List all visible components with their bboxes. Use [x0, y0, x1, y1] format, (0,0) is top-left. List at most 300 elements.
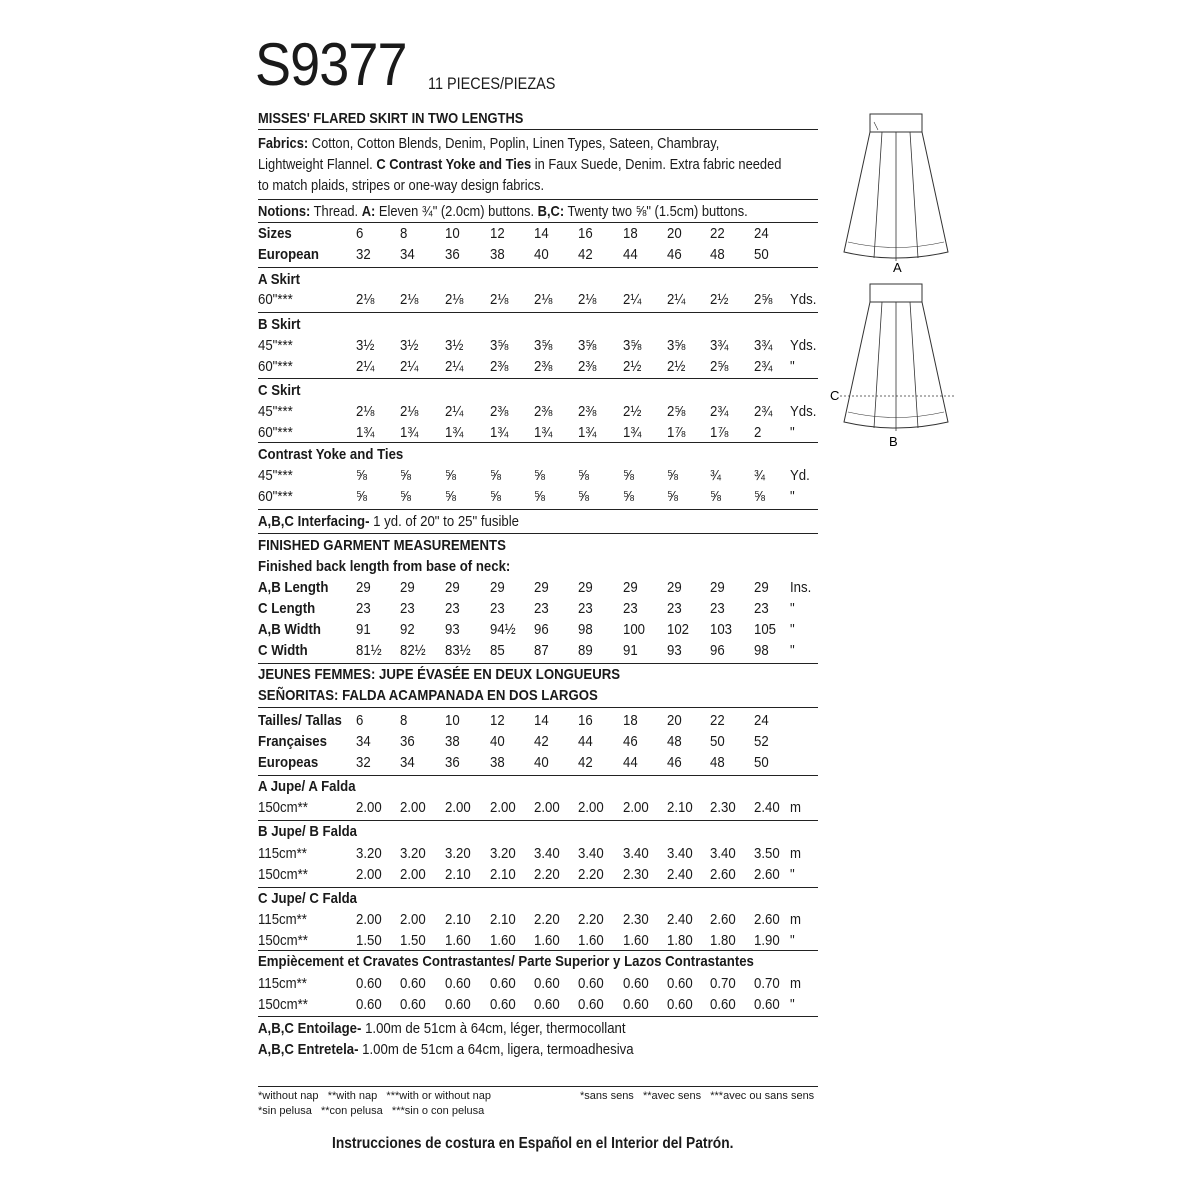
- heading-text: C Skirt: [258, 382, 301, 399]
- cell-value: 103: [710, 621, 733, 638]
- cell-value: 3½: [400, 337, 419, 354]
- cell-value: 23: [578, 600, 593, 617]
- cell-value: 40: [490, 733, 505, 750]
- pieces-count: 11 PIECES/PIEZAS: [428, 74, 556, 93]
- cell-value: 42: [534, 733, 549, 750]
- cell-value: 0.60: [400, 975, 426, 992]
- cell-value: 44: [578, 733, 593, 750]
- cell-value: ⅝: [445, 488, 457, 505]
- cell-value: 3⅝: [578, 337, 597, 354]
- cell-value: 2¾: [710, 403, 729, 420]
- cell-value: 2.00: [578, 799, 604, 816]
- table-row: [258, 357, 818, 377]
- heading-text: B Skirt: [258, 316, 301, 333]
- cell-value: 102: [667, 621, 690, 638]
- cell-value: 1.60: [534, 932, 560, 949]
- cell-value: ⅝: [490, 488, 502, 505]
- entretela-row: [258, 1040, 818, 1060]
- entretela-text: [258, 1040, 634, 1060]
- heading-text: C Jupe/ C Falda: [258, 890, 358, 907]
- cell-value: 0.60: [623, 975, 649, 992]
- section-heading: [258, 315, 818, 335]
- cell-value: 22: [710, 712, 725, 729]
- row-label: 115cm**: [258, 975, 307, 992]
- cell-value: 92: [400, 621, 415, 638]
- cell-value: 96: [710, 642, 725, 659]
- entoilage-row: [258, 1019, 818, 1039]
- cell-value: 1¾: [490, 424, 509, 441]
- footnote-en: *without nap **with nap ***with or without nap: [258, 1090, 491, 1102]
- cell-value: 29: [710, 579, 725, 596]
- cell-value: 46: [623, 733, 638, 750]
- cell-value: 29: [578, 579, 593, 596]
- cell-value: 96: [534, 621, 549, 638]
- row-label: 150cm**: [258, 996, 308, 1013]
- cell-value: 2⅜: [534, 358, 553, 375]
- cell-value: 42: [578, 754, 593, 771]
- table-row: [258, 620, 818, 640]
- section-heading: [258, 952, 818, 972]
- divider: [258, 199, 818, 200]
- row-label: 150cm**: [258, 932, 308, 949]
- cell-value: 40: [534, 246, 549, 263]
- cell-value: 3½: [356, 337, 375, 354]
- cell-value: 0.60: [578, 975, 604, 992]
- skirt-a-drawing: [844, 114, 948, 261]
- cell-value: 0.60: [490, 996, 516, 1013]
- cell-value: 46: [667, 246, 682, 263]
- cell-value: 0.60: [667, 975, 693, 992]
- interfacing-label: A,B,C Interfacing-: [258, 513, 370, 530]
- cell-value: 18: [623, 712, 638, 729]
- entoilage-text: [258, 1019, 626, 1039]
- cell-value: 82½: [400, 642, 426, 659]
- cell-value: 1¾: [445, 424, 464, 441]
- cell-value: 83½: [445, 642, 471, 659]
- cell-value: 2.20: [578, 866, 604, 883]
- heading-text: SEÑORITAS: FALDA ACAMPANADA EN DOS LARGOS: [258, 687, 598, 704]
- cell-value: 1.60: [578, 932, 604, 949]
- cell-value: 0.60: [578, 996, 604, 1013]
- cell-value: 2: [754, 424, 762, 441]
- table-row: [258, 641, 818, 661]
- cell-value: 1¾: [623, 424, 642, 441]
- unit-label: ": [790, 488, 795, 505]
- cell-value: 38: [445, 733, 460, 750]
- cell-value: 1⅞: [710, 424, 729, 441]
- fabrics-text: to match plaids, stripes or one-way design fabrics.: [258, 177, 545, 194]
- table-row: [258, 336, 818, 356]
- cell-value: 12: [490, 225, 505, 242]
- cell-value: 3⅝: [534, 337, 553, 354]
- cell-value: 2.30: [623, 911, 649, 928]
- cell-value: 10: [445, 712, 460, 729]
- cell-value: 0.60: [445, 975, 471, 992]
- label-c: C: [830, 388, 840, 403]
- cell-value: 2½: [623, 358, 642, 375]
- table-row: [258, 423, 818, 443]
- cell-value: 2½: [623, 403, 642, 420]
- cell-value: 2¼: [667, 291, 686, 308]
- cell-value: ¾: [710, 467, 722, 484]
- cell-value: 3.20: [400, 845, 426, 862]
- cell-value: 29: [400, 579, 415, 596]
- finished-subheading: [258, 557, 818, 577]
- row-label: C Width: [258, 642, 308, 659]
- row-label: 115cm**: [258, 845, 307, 862]
- unit-label: m: [790, 975, 801, 992]
- spanish-note: Instrucciones de costura en Español en el Interior del Patrón.: [332, 1135, 734, 1152]
- cell-value: 34: [356, 733, 371, 750]
- unit-label: m: [790, 799, 801, 816]
- cell-value: 24: [754, 225, 769, 242]
- interfacing-value: 1 yd. of 20" to 25" fusible: [369, 513, 520, 530]
- notions-text: Thread.: [310, 203, 362, 220]
- skirt-b-drawing: [840, 284, 954, 431]
- cell-value: 3½: [445, 337, 464, 354]
- cell-value: 3⅝: [623, 337, 642, 354]
- cell-value: 34: [400, 754, 415, 771]
- cell-value: 2.10: [490, 911, 516, 928]
- row-label: European: [258, 246, 319, 263]
- row-label: Tailles/ Tallas: [258, 712, 342, 729]
- row-label: A,B Width: [258, 621, 321, 638]
- cell-value: 2⅛: [445, 291, 464, 308]
- cell-value: 14: [534, 225, 549, 242]
- notions-label: Notions:: [258, 203, 311, 220]
- cell-value: 6: [356, 225, 364, 242]
- cell-value: ⅝: [356, 467, 368, 484]
- cell-value: 12: [490, 712, 505, 729]
- cell-value: 0.60: [754, 996, 780, 1013]
- cell-value: 23: [445, 600, 460, 617]
- cell-value: 91: [356, 621, 371, 638]
- cell-value: 100: [623, 621, 646, 638]
- cell-value: 2.00: [400, 866, 426, 883]
- cell-value: 23: [400, 600, 415, 617]
- table-row: [258, 910, 818, 930]
- cell-value: 85: [490, 642, 505, 659]
- cell-value: 36: [445, 246, 460, 263]
- cell-value: 98: [578, 621, 593, 638]
- sizes-row: [258, 224, 818, 244]
- cell-value: 48: [710, 246, 725, 263]
- cell-value: 1.50: [400, 932, 426, 949]
- entoilage-value: 1.00m de 51cm à 64cm, léger, thermocollant: [361, 1020, 626, 1037]
- unit-label: m: [790, 911, 801, 928]
- label-a: A: [893, 260, 902, 275]
- row-label: C Length: [258, 600, 316, 617]
- cell-value: 23: [490, 600, 505, 617]
- cell-value: 2.00: [445, 799, 471, 816]
- unit-label: Ins.: [790, 579, 812, 596]
- cell-value: 29: [667, 579, 682, 596]
- divider: [258, 442, 818, 443]
- cell-value: 2⅛: [534, 291, 553, 308]
- cell-value: 20: [667, 225, 682, 242]
- cell-value: 0.60: [445, 996, 471, 1013]
- cell-value: 3.40: [710, 845, 736, 862]
- cell-value: 29: [754, 579, 769, 596]
- cell-value: 10: [445, 225, 460, 242]
- fabrics-text: Lightweight Flannel.: [258, 156, 377, 173]
- interfacing-text: [258, 512, 519, 532]
- cell-value: 8: [400, 712, 408, 729]
- cell-value: 2.30: [623, 866, 649, 883]
- cell-value: 94½: [490, 621, 516, 638]
- title-es: [258, 686, 818, 706]
- cell-value: 0.60: [710, 996, 736, 1013]
- european-row: [258, 245, 818, 265]
- cell-value: 29: [534, 579, 549, 596]
- cell-value: 50: [754, 754, 769, 771]
- row-label: 150cm**: [258, 799, 308, 816]
- cell-value: 0.60: [667, 996, 693, 1013]
- unit-label: Yds.: [790, 291, 817, 308]
- cell-value: 2.00: [356, 799, 382, 816]
- cell-value: 24: [754, 712, 769, 729]
- contrast-label: C Contrast Yoke and Ties: [376, 156, 532, 173]
- cell-value: 2.00: [490, 799, 516, 816]
- notions-text: Eleven ¾" (2.0cm) buttons.: [375, 203, 538, 220]
- section-heading: [258, 777, 818, 797]
- cell-value: 2.30: [710, 799, 736, 816]
- cell-value: 0.60: [356, 996, 382, 1013]
- cell-value: ⅝: [490, 467, 502, 484]
- cell-value: 50: [710, 733, 725, 750]
- cell-value: 16: [578, 225, 593, 242]
- cell-value: 42: [578, 246, 593, 263]
- cell-value: 2⅛: [578, 291, 597, 308]
- cell-value: 29: [623, 579, 638, 596]
- finished-heading: [258, 536, 818, 556]
- divider: [258, 663, 818, 664]
- section-heading: [258, 270, 818, 290]
- table-row: [258, 711, 818, 731]
- cell-value: ⅝: [710, 488, 722, 505]
- unit-label: Yd.: [790, 467, 810, 484]
- divider: [258, 950, 818, 951]
- heading-text: A Jupe/ A Falda: [258, 778, 356, 795]
- cell-value: 2⅝: [667, 403, 686, 420]
- cell-value: 2.00: [356, 866, 382, 883]
- title-en: MISSES' FLARED SKIRT IN TWO LENGTHS: [258, 110, 524, 127]
- cell-value: 23: [754, 600, 769, 617]
- cell-value: 1¾: [578, 424, 597, 441]
- row-label: Europeas: [258, 754, 319, 771]
- cell-value: 2.20: [534, 866, 560, 883]
- cell-value: 2.60: [754, 911, 780, 928]
- cell-value: ⅝: [667, 467, 679, 484]
- cell-value: 2¾: [754, 358, 773, 375]
- cell-value: 0.60: [356, 975, 382, 992]
- cell-value: 2⅜: [578, 358, 597, 375]
- cell-value: 1.60: [445, 932, 471, 949]
- cell-value: 36: [445, 754, 460, 771]
- cell-value: 3¾: [710, 337, 729, 354]
- table-row: [258, 974, 818, 994]
- row-label: 150cm**: [258, 866, 308, 883]
- cell-value: 2.00: [400, 911, 426, 928]
- cell-value: 3⅝: [490, 337, 509, 354]
- row-label: Françaises: [258, 733, 327, 750]
- section-heading: [258, 381, 818, 401]
- cell-value: 3.20: [356, 845, 382, 862]
- cell-value: 2.00: [623, 799, 649, 816]
- row-label: 60"***: [258, 424, 293, 441]
- cell-value: 1.90: [754, 932, 780, 949]
- cell-value: ⅝: [534, 467, 546, 484]
- cell-value: 1.80: [667, 932, 693, 949]
- cell-value: 2¾: [754, 403, 773, 420]
- cell-value: 22: [710, 225, 725, 242]
- cell-value: 2⅛: [356, 403, 375, 420]
- notions-text: Twenty two ⅝" (1.5cm) buttons.: [564, 203, 748, 220]
- cell-value: 2½: [667, 358, 686, 375]
- fabrics-block: [258, 133, 781, 196]
- divider: [258, 378, 818, 379]
- cell-value: 2.00: [356, 911, 382, 928]
- cell-value: 2⅜: [490, 358, 509, 375]
- cell-value: 2.20: [578, 911, 604, 928]
- cell-value: 50: [754, 246, 769, 263]
- heading-text: Finished back length from base of neck:: [258, 558, 511, 575]
- cell-value: ⅝: [400, 488, 412, 505]
- section-heading: [258, 822, 818, 842]
- skirt-illustrations: [826, 112, 966, 452]
- cell-value: 29: [445, 579, 460, 596]
- cell-value: 2⅛: [490, 291, 509, 308]
- cell-value: 1.50: [356, 932, 382, 949]
- cell-value: 2⅛: [356, 291, 375, 308]
- heading-text: JEUNES FEMMES: JUPE ÉVASÉE EN DEUX LONGUEURS: [258, 666, 621, 683]
- cell-value: 8: [400, 225, 408, 242]
- row-label: 60"***: [258, 488, 293, 505]
- cell-value: 0.60: [490, 975, 516, 992]
- unit-label: ": [790, 358, 795, 375]
- section-heading: [258, 889, 818, 909]
- divider: [258, 533, 818, 534]
- cell-value: 2.10: [445, 866, 471, 883]
- cell-value: 2⅝: [710, 358, 729, 375]
- cell-value: 29: [356, 579, 371, 596]
- cell-value: 38: [490, 246, 505, 263]
- footnote-es: *sin pelusa **con pelusa ***sin o con pelusa: [258, 1105, 485, 1117]
- row-label: 115cm**: [258, 911, 307, 928]
- cell-value: 2.60: [754, 866, 780, 883]
- cell-value: 6: [356, 712, 364, 729]
- table-row: [258, 466, 818, 486]
- cell-value: 0.60: [400, 996, 426, 1013]
- unit-label: ": [790, 996, 795, 1013]
- entretela-value: 1.00m de 51cm a 64cm, ligera, termoadhesiva: [358, 1041, 634, 1058]
- notions-bc-label: B,C:: [537, 203, 565, 220]
- cell-value: 98: [754, 642, 769, 659]
- divider: [258, 1016, 818, 1017]
- cell-value: ⅝: [623, 467, 635, 484]
- pattern-number: S9377: [255, 31, 407, 98]
- cell-value: 48: [667, 733, 682, 750]
- cell-value: 40: [534, 754, 549, 771]
- cell-value: 2¼: [445, 358, 464, 375]
- cell-value: 3.40: [578, 845, 604, 862]
- cell-value: 2.40: [667, 866, 693, 883]
- unit-label: Yds.: [790, 403, 817, 420]
- cell-value: ⅝: [356, 488, 368, 505]
- row-label: A,B Length: [258, 579, 329, 596]
- row-label: 60"***: [258, 291, 293, 308]
- cell-value: 2⅜: [490, 403, 509, 420]
- cell-value: 0.60: [623, 996, 649, 1013]
- cell-value: 23: [623, 600, 638, 617]
- unit-label: ": [790, 932, 795, 949]
- cell-value: 2.60: [710, 866, 736, 883]
- table-row: [258, 402, 818, 422]
- cell-value: 1.60: [623, 932, 649, 949]
- divider: [258, 887, 818, 888]
- cell-value: 3.40: [534, 845, 560, 862]
- table-row: [258, 578, 818, 598]
- cell-value: ⅝: [534, 488, 546, 505]
- table-row: [258, 732, 818, 752]
- cell-value: 2⅜: [534, 403, 553, 420]
- cell-value: 44: [623, 754, 638, 771]
- cell-value: 2¼: [400, 358, 419, 375]
- heading-text: A Skirt: [258, 271, 301, 288]
- cell-value: 3⅝: [667, 337, 686, 354]
- cell-value: 16: [578, 712, 593, 729]
- unit-label: Yds.: [790, 337, 817, 354]
- cell-value: 52: [754, 733, 769, 750]
- cell-value: 0.70: [754, 975, 780, 992]
- cell-value: 29: [490, 579, 505, 596]
- notions-a-label: A:: [361, 203, 376, 220]
- cell-value: 2.60: [710, 911, 736, 928]
- cell-value: 44: [623, 246, 638, 263]
- table-row: [258, 865, 818, 885]
- table-row: [258, 487, 818, 507]
- cell-value: 1.80: [710, 932, 736, 949]
- cell-value: ⅝: [578, 467, 590, 484]
- cell-value: 87: [534, 642, 549, 659]
- cell-value: 48: [710, 754, 725, 771]
- divider: [258, 1086, 818, 1087]
- cell-value: 2¼: [445, 403, 464, 420]
- cell-value: 2½: [710, 291, 729, 308]
- cell-value: 1¾: [534, 424, 553, 441]
- cell-value: 36: [400, 733, 415, 750]
- cell-value: 2¼: [356, 358, 375, 375]
- cell-value: 23: [356, 600, 371, 617]
- row-label: Sizes: [258, 225, 292, 242]
- cell-value: 81½: [356, 642, 382, 659]
- cell-value: ⅝: [445, 467, 457, 484]
- cell-value: ¾: [754, 467, 766, 484]
- divider: [258, 267, 818, 268]
- cell-value: 18: [623, 225, 638, 242]
- cell-value: 3¾: [754, 337, 773, 354]
- heading-text: Contrast Yoke and Ties: [258, 446, 404, 463]
- divider: [258, 129, 818, 130]
- unit-label: ": [790, 621, 795, 638]
- cell-value: 32: [356, 754, 371, 771]
- divider: [258, 312, 818, 313]
- cell-value: 3.40: [623, 845, 649, 862]
- title-fr: [258, 665, 818, 685]
- cell-value: 32: [356, 246, 371, 263]
- cell-value: 1⅞: [667, 424, 686, 441]
- unit-label: ": [790, 424, 795, 441]
